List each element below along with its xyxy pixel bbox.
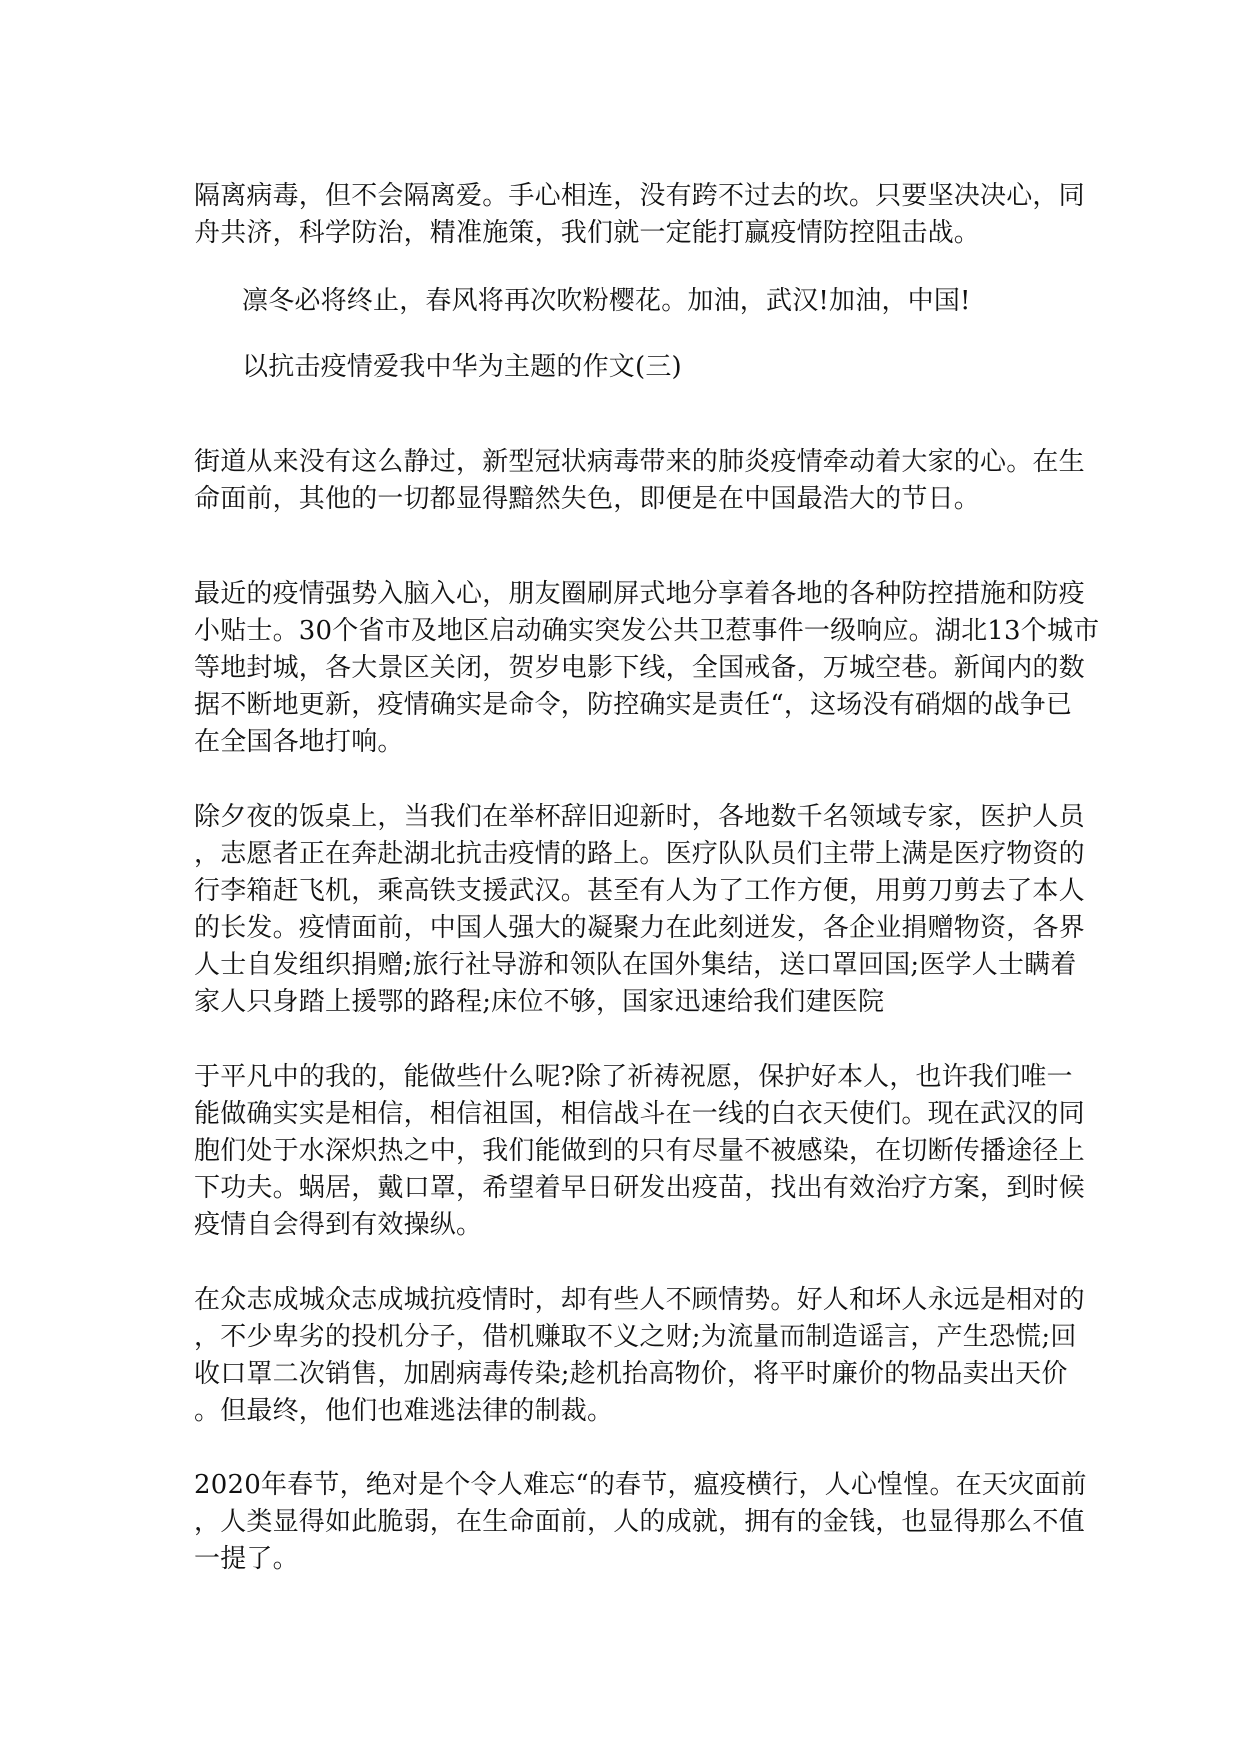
paragraph-line: 。但最终，他们也难逃法律的制裁。 <box>194 1396 614 1426</box>
paragraph-line: 行李箱赶飞机，乘高铁支援武汉。甚至有人为了工作方便，用剪刀剪去了本人 <box>194 876 1085 906</box>
paragraph-line: 收口罩二次销售，加剧病毒传染;趁机抬高物价，将平时廉价的物品卖出天价 <box>194 1359 1068 1389</box>
paragraph-line: 据不断地更新，疫情确实是命令，防控确实是责任“，这场没有硝烟的战争已 <box>194 690 1073 720</box>
paragraph-8 <box>194 1282 1085 1430</box>
paragraph-line: 2020年春节，绝对是个令人难忘“的春节，瘟疫横行，人心惶惶。在天灾面前 <box>194 1470 1087 1500</box>
paragraph-line: ，人类显得如此脆弱，在生命面前，人的成就，拥有的金钱，也显得那么不值 <box>194 1507 1085 1537</box>
paragraph-line: 胞们处于水深炽热之中，我们能做到的只有尽量不被感染，在切断传播途径上 <box>194 1136 1085 1166</box>
paragraph-line: 街道从来没有这么静过，新型冠状病毒带来的肺炎疫情牵动着大家的心。在生 <box>194 447 1085 477</box>
paragraph-line: 小贴士。30个省市及地区启动确实突发公共卫惹事件一级响应。湖北13个城市 <box>194 616 1100 646</box>
paragraph-line: 人士自发组织捐赠;旅行社导游和领队在国外集结，送口罩回国;医学人士瞒着 <box>194 950 1077 980</box>
paragraph-line: 等地封城，各大景区关闭，贺岁电影下线，全国戒备，万城空巷。新闻内的数 <box>194 653 1085 683</box>
paragraph-line: 最近的疫情强势入脑入心，朋友圈刷屏式地分享着各地的各种防控措施和防疫 <box>194 579 1085 609</box>
paragraph-line: 隔离病毒，但不会隔离爱。手心相连，没有跨不过去的坎。只要坚决决心，同 <box>194 181 1085 211</box>
paragraph-line: 命面前，其他的一切都显得黯然失色，即便是在中国最浩大的节日。 <box>194 484 981 514</box>
paragraph-5 <box>194 576 1100 761</box>
paragraph-line: 凛冬必将终止，春风将再次吹粉樱花。加油，武汉!加油，中国! <box>242 286 971 316</box>
section-heading <box>194 349 1054 386</box>
paragraph-line: ，不少卑劣的投机分子，借机赚取不义之财;为流量而制造谣言，产生恐慌;回 <box>194 1322 1077 1352</box>
paragraph-2 <box>194 283 1054 320</box>
paragraph-line: 的长发。疫情面前，中国人强大的凝聚力在此刻迸发，各企业捐赠物资，各界 <box>194 913 1085 943</box>
paragraph-line: 一提了。 <box>194 1544 299 1574</box>
paragraph-9 <box>194 1467 1087 1578</box>
paragraph-line: 能做确实实是相信，相信祖国，相信战斗在一线的白衣天使们。现在武汉的同 <box>194 1099 1085 1129</box>
paragraph-line: 舟共济，科学防治，精准施策，我们就一定能打赢疫情防控阻击战。 <box>194 218 981 248</box>
paragraph-line: 下功夫。蜗居，戴口罩，希望着早日研发出疫苗，找出有效治疗方案，到时候 <box>194 1173 1085 1203</box>
paragraph-line: 于平凡中的我的，能做些什么呢?除了祈祷祝愿，保护好本人，也许我们唯一 <box>194 1062 1073 1092</box>
paragraph-line: 在全国各地打响。 <box>194 727 404 757</box>
paragraph-line: ，志愿者正在奔赴湖北抗击疫情的路上。医疗队队员们主带上满是医疗物资的 <box>194 839 1085 869</box>
paragraph-line: 除夕夜的饭桌上，当我们在举杯辞旧迎新时，各地数千名领域专家，医护人员 <box>194 802 1085 832</box>
paragraph-line: 疫情自会得到有效操纵。 <box>194 1210 483 1240</box>
paragraph-4 <box>194 444 1085 518</box>
heading-line: 以抗击疫情爱我中华为主题的作文(三) <box>242 352 682 382</box>
paragraph-line: 家人只身踏上援鄂的路程;床位不够，国家迅速给我们建医院 <box>194 987 885 1017</box>
paragraph-7 <box>194 1059 1085 1244</box>
paragraph-6 <box>194 799 1085 1021</box>
paragraph-line: 在众志成城众志成城抗疫情时，却有些人不顾情势。好人和坏人永远是相对的 <box>194 1285 1085 1315</box>
paragraph-1 <box>194 178 1085 252</box>
